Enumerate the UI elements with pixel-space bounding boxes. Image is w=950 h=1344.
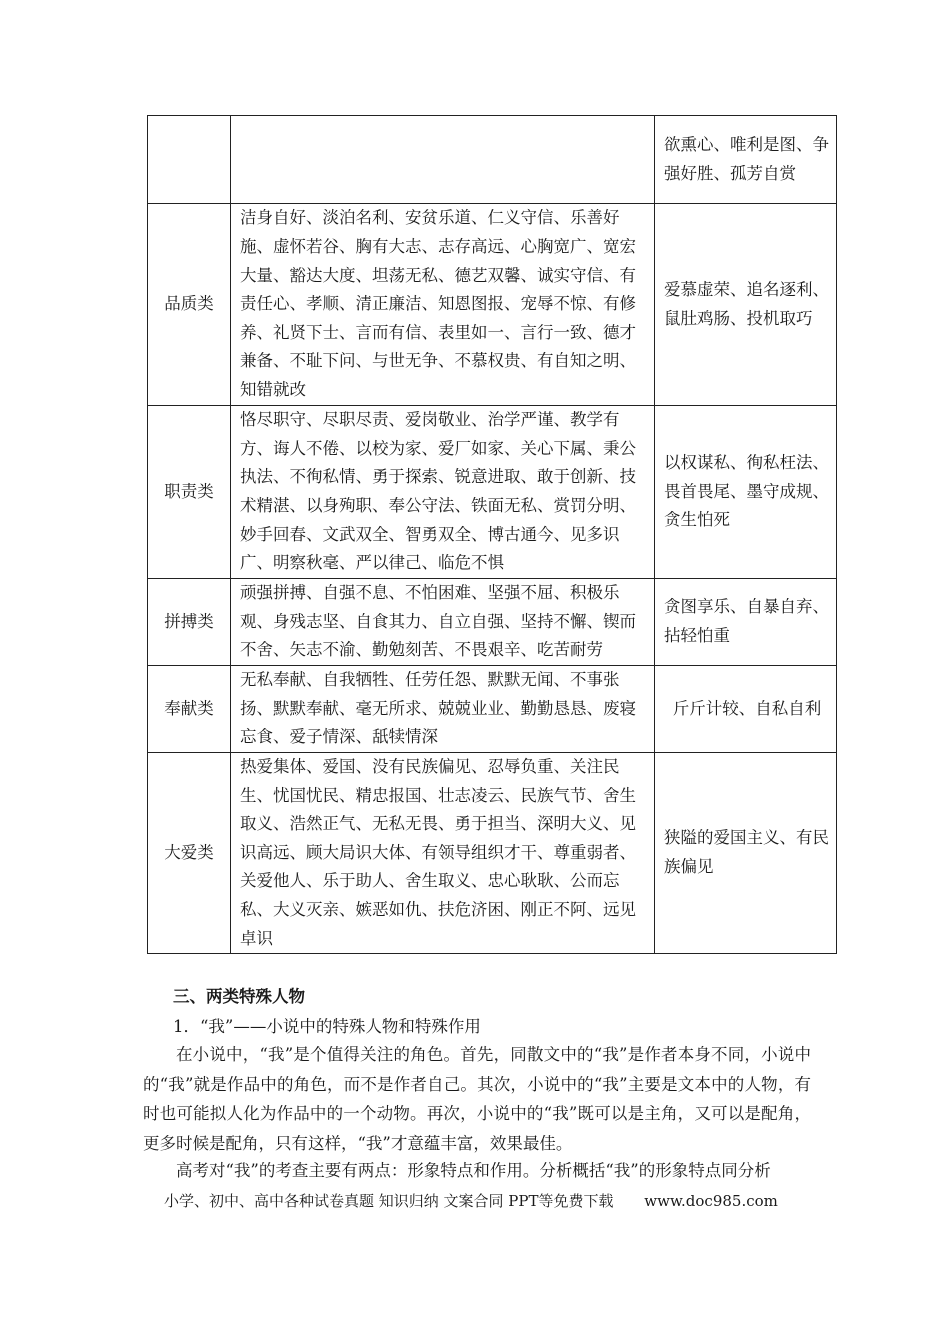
category-cell: 拼搏类 — [148, 579, 231, 666]
character-vocabulary-table — [147, 115, 837, 954]
category-cell: 大爱类 — [148, 753, 231, 954]
section-heading: 三、两类特殊人物 — [173, 987, 305, 1006]
table-row — [148, 753, 837, 954]
positive-terms-cell: 热爱集体、爱国、没有民族偏见、忍辱负重、关注民生、忧国忧民、精忠报国、壮志凌云、民族气节、舍生取义、浩然正气、无私无畏、勇于担当、深明大义、见识高远、顾大局识大体、有领导组织才干、尊重弱者、关爱他人、乐于助人、舍生取义、忠心耿耿、公而忘私、大义灭亲、嫉恶如仇、扶危济困、刚正不阿、远见卓识 — [231, 753, 655, 954]
negative-terms-cell: 贪图享乐、自暴自弃、拈轻怕重 — [655, 579, 837, 666]
category-cell: 职责类 — [148, 406, 231, 579]
footer-text: 小学、初中、高中各种试卷真题 知识归纳 文案合同 PPT等免费下载 — [164, 1192, 614, 1210]
positive-terms-cell: 恪尽职守、尽职尽责、爱岗敬业、治学严谨、教学有方、诲人不倦、以校为家、爱厂如家、关心下属、秉公执法、不徇私情、勇于探索、锐意进取、敢于创新、技术精湛、以身殉职、奉公守法、铁面无私、赏罚分明、妙手回春、文武双全、智勇双全、博古通今、见多识广、明察秋毫、严以律己、临危不惧 — [231, 406, 655, 579]
positive-terms-cell — [231, 116, 655, 204]
positive-terms-cell: 顽强拼搏、自强不息、不怕困难、坚强不屈、积极乐观、身残志坚、自食其力、自立自强、坚持不懈、锲而不舍、矢志不渝、勤勉刻苦、不畏艰辛、吃苦耐劳 — [231, 579, 655, 666]
category-cell: 品质类 — [148, 204, 231, 406]
category-cell — [148, 116, 231, 204]
negative-terms-cell: 以权谋私、徇私枉法、畏首畏尾、墨守成规、贪生怕死 — [655, 406, 837, 579]
table-row — [148, 406, 837, 579]
table-row — [148, 204, 837, 406]
negative-terms-cell: 狭隘的爱国主义、有民族偏见 — [655, 753, 837, 954]
category-cell: 奉献类 — [148, 666, 231, 753]
body-paragraph: 高考对“我”的考查主要有两点：形象特点和作用。分析概括“我”的形象特点同分析 — [176, 1161, 771, 1180]
table-row — [148, 579, 837, 666]
negative-terms-cell: 斤斤计较、自私自利 — [655, 666, 837, 753]
table-row — [148, 116, 837, 204]
positive-terms-cell: 洁身自好、淡泊名利、安贫乐道、仁义守信、乐善好施、虚怀若谷、胸有大志、志存高远、心胸宽广、宽宏大量、豁达大度、坦荡无私、德艺双馨、诚实守信、有责任心、孝顺、清正廉洁、知恩图报、宠辱不惊、有修养、礼贤下士、言而有信、表里如一、言行一致、德才兼备、不耻下问、与世无争、不慕权贵、有自知之明、知错就改 — [231, 204, 655, 406]
sub-heading: 1．“我”——小说中的特殊人物和特殊作用 — [173, 1017, 481, 1036]
table-row — [148, 666, 837, 753]
positive-terms-cell: 无私奉献、自我牺牲、任劳任怨、默默无闻、不事张扬、默默奉献、毫无所求、兢兢业业、勤勤恳恳、废寝忘食、爱子情深、舐犊情深 — [231, 666, 655, 753]
footer-url[interactable]: www.doc985.com — [644, 1192, 778, 1210]
body-paragraph: 在小说中，“我”是个值得关注的角色。首先，同散文中的“我”是作者本身不同，小说中的“我”就是作品中的角色，而不是作者自己。其次，小说中的“我”主要是文本中的人物，有时也可能拟人化为作品中的一个动物。再次，小说中的“我”既可以是主角，又可以是配角，更多时候是配角，只有这样，“我”才意蕴丰富，效果最佳。 — [143, 1045, 811, 1153]
negative-terms-cell: 爱慕虚荣、追名逐利、鼠肚鸡肠、投机取巧 — [655, 204, 837, 406]
negative-terms-cell: 欲熏心、唯利是图、争强好胜、孤芳自赏 — [655, 116, 837, 204]
page-footer — [164, 1190, 778, 1211]
